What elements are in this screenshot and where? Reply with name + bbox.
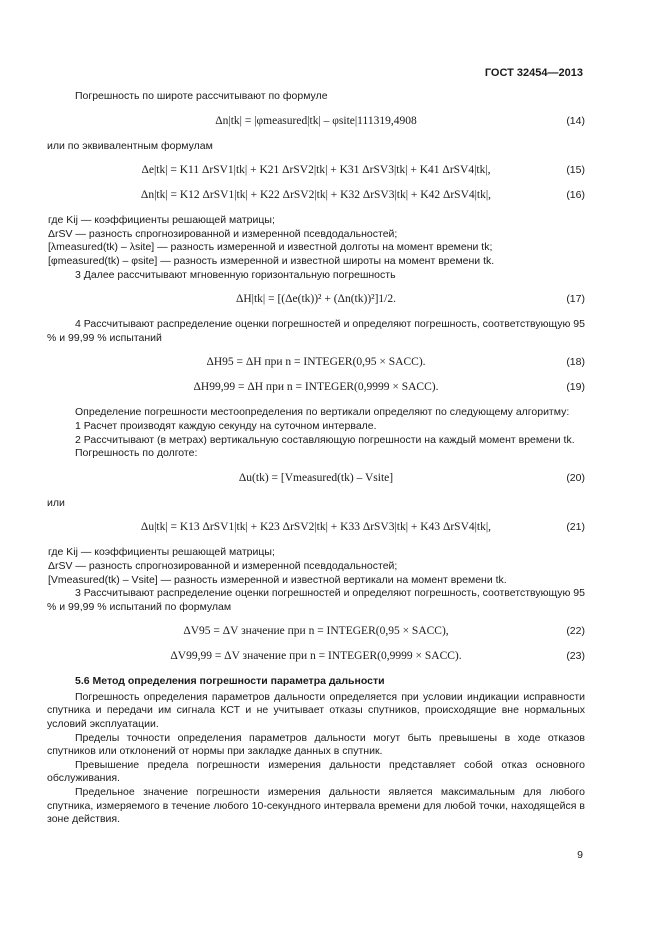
formula: ΔH99,99 = ΔH при n = INTEGER(0,9999 × SACC).	[193, 381, 439, 394]
paragraph: 4 Рассчитывают распределение оценки погрешностей и определяют погрешность, соответствующую 95 % и 99,99 % испытаний	[47, 318, 585, 344]
paragraph: Определение погрешности местоопределения по вертикали определяют по следующему алгоритму:	[75, 406, 570, 419]
paragraph: Предельное значение погрешности измерения дальности является максимальным для любого спутника, измеряемого в течение любого 10-секундного интервала времени для любой точки, находящейся в зоне действия.	[47, 786, 585, 826]
paragraph: 1 Расчет производят каждую секунду на суточном интервале.	[75, 419, 377, 432]
formula: Δu(tk) = [Vmeasured(tk) – Vsite]	[238, 471, 394, 484]
formula: ΔH|tk| = [(Δe(tk))² + (Δn(tk))²]1/2.	[235, 293, 397, 306]
formula-row	[47, 381, 585, 395]
formula: Δu|tk| = K13 ΔrSV1|tk| + K23 ΔrSV2|tk| + K33 ΔrSV3|tk| + K43 ΔrSV4|tk|,	[140, 521, 492, 534]
formula: ΔH95 = ΔH при n = INTEGER(0,95 × SACC).	[206, 356, 426, 369]
formula-number: (17)	[566, 293, 585, 306]
definition-line: ΔrSV — разность спрогнозированной и измеренной псевдодальностей;	[48, 559, 398, 572]
paragraph: Погрешность по долготе:	[75, 447, 198, 460]
formula-row	[47, 625, 585, 639]
formula-number: (15)	[566, 164, 585, 177]
formula-row	[47, 115, 585, 129]
formula-number: (21)	[566, 521, 585, 534]
formula-number: (19)	[566, 381, 585, 394]
paragraph: 3 Далее рассчитывают мгновенную горизонтальную погрешность	[75, 268, 396, 281]
paragraph: или по эквивалентным формулам	[47, 139, 213, 152]
formula-number: (22)	[566, 625, 585, 638]
definition-line: [φmeasured(tk) – φsite] — разность измеренной и известной широты на момент времени tk.	[48, 254, 495, 267]
page-number: 9	[577, 849, 583, 861]
formula-number: (14)	[566, 114, 585, 127]
formula-row	[47, 650, 585, 664]
definition-line: ΔrSV — разность спрогнозированной и измеренной псевдодальностей;	[48, 227, 398, 240]
formula-row	[47, 164, 585, 178]
definition-line: [λmeasured(tk) – λsite] — разность измеренной и известной долготы на момент времени tk;	[48, 241, 493, 254]
definition-line: где Kij — коэффициенты решающей матрицы;	[48, 546, 275, 559]
paragraph: или	[47, 496, 65, 509]
definition-line: где Kij — коэффициенты решающей матрицы;	[48, 214, 275, 227]
formula-number: (23)	[566, 650, 585, 663]
paragraph: Погрешность определения параметров дальности определяется при условии индикации исправности спутника и передачи им сигнала КСТ и не учитывает отказы спутников, происходящие вне нормальных условий эксплуатации.	[47, 690, 585, 731]
paragraph: Превышение предела погрешности измерения дальности представляет собой отказ основного обслуживания.	[47, 758, 585, 785]
document-body	[47, 90, 585, 827]
formula-number: (16)	[566, 189, 585, 202]
formula: ΔV99,99 = ΔV значение при n = INTEGER(0,9999 × SACC).	[170, 650, 462, 663]
formula-row	[47, 189, 585, 203]
formula: Δe|tk| = K11 ΔrSV1|tk| + K21 ΔrSV2|tk| + K31 ΔrSV3|tk| + K41 ΔrSV4|tk|,	[141, 164, 491, 177]
paragraph: Пределы точности определения параметров дальности могут быть превышены в ходе отказов спутников или отклонений от нормы при закладке данных в спутник.	[47, 731, 585, 758]
section-heading: 5.6 Метод определения погрешности параметра дальности	[75, 675, 385, 688]
paragraph: 3 Рассчитывают распределение оценки погрешностей и определяют погрешность, соответствующую 95 % и 99,99 % испытаний по формулам	[47, 587, 585, 613]
formula-row	[47, 356, 585, 370]
document-header: ГОСТ 32454—2013	[484, 67, 583, 79]
paragraph: Погрешность по широте рассчитывают по формуле	[75, 90, 328, 102]
formula: Δn|tk| = K12 ΔrSV1|tk| + K22 ΔrSV2|tk| + K32 ΔrSV3|tk| + K42 ΔrSV4|tk|,	[140, 189, 492, 202]
formula-row	[47, 521, 585, 535]
formula: ΔV95 = ΔV значение при n = INTEGER(0,95 × SACC),	[183, 625, 449, 638]
formula: Δn|tk| = |φmeasured|tk| – φsite|111319,4908	[215, 114, 417, 127]
formula-number: (18)	[566, 356, 585, 369]
definition-line: [Vmeasured(tk) – Vsite] — разность измеренной и известной вертикали на момент времени tk.	[48, 573, 507, 586]
formula-row	[47, 293, 585, 307]
formula-row	[47, 472, 585, 486]
paragraph: 2 Рассчитывают (в метрах) вертикальную составляющую погрешности на каждый момент времени tk.	[75, 433, 575, 446]
formula-number: (20)	[566, 471, 585, 484]
